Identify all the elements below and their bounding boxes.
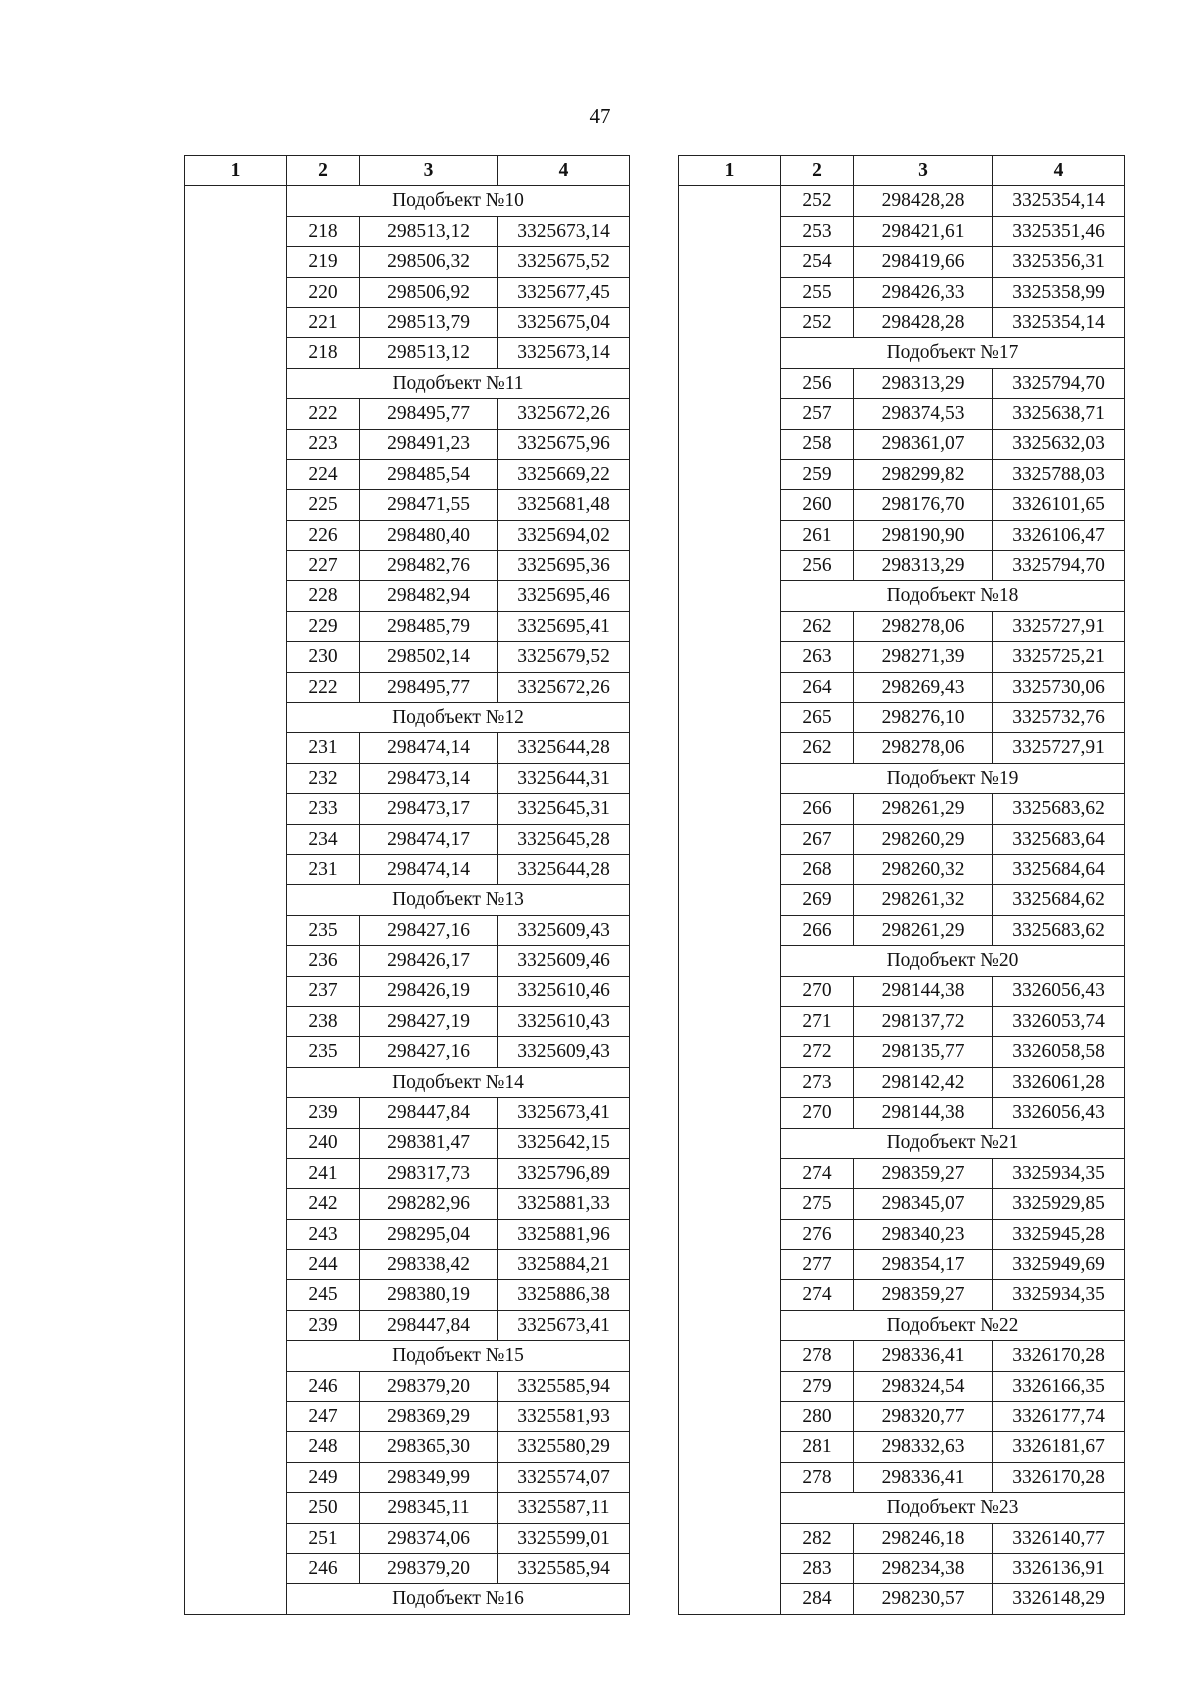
point-number: 246 — [287, 1553, 360, 1583]
coord-y: 3325684,62 — [993, 885, 1125, 915]
coord-x: 298471,55 — [360, 490, 498, 520]
coord-x: 298427,19 — [360, 1006, 498, 1036]
point-number: 283 — [781, 1553, 854, 1583]
point-number: 278 — [781, 1341, 854, 1371]
point-number: 253 — [781, 216, 854, 246]
subobject-label: Подобъект №21 — [781, 1128, 1125, 1158]
coord-x: 298359,27 — [854, 1280, 993, 1310]
object-cell — [185, 186, 287, 1614]
point-number: 270 — [781, 976, 854, 1006]
coord-y: 3325642,15 — [498, 1128, 630, 1158]
coord-x: 298381,47 — [360, 1128, 498, 1158]
coord-y: 3325794,70 — [993, 368, 1125, 398]
subobject-label: Подобъект №22 — [781, 1310, 1125, 1340]
coord-x: 298482,76 — [360, 551, 498, 581]
coord-y: 3325886,38 — [498, 1280, 630, 1310]
coord-y: 3325683,64 — [993, 824, 1125, 854]
header-row — [185, 156, 630, 186]
point-number: 231 — [287, 854, 360, 884]
coord-x: 298513,79 — [360, 307, 498, 337]
coord-y: 3325929,85 — [993, 1189, 1125, 1219]
coord-x: 298379,20 — [360, 1553, 498, 1583]
point-number: 236 — [287, 946, 360, 976]
coord-y: 3325610,43 — [498, 1006, 630, 1036]
coord-y: 3325354,14 — [993, 186, 1125, 216]
point-number: 232 — [287, 763, 360, 793]
coord-y: 3325673,41 — [498, 1310, 630, 1340]
coord-x: 298426,17 — [360, 946, 498, 976]
coord-x: 298419,66 — [854, 247, 993, 277]
point-number: 218 — [287, 216, 360, 246]
coord-x: 298336,41 — [854, 1462, 993, 1492]
subobject-label: Подобъект №23 — [781, 1493, 1125, 1523]
coord-y: 3325934,35 — [993, 1158, 1125, 1188]
coord-x: 298495,77 — [360, 672, 498, 702]
subobject-label: Подобъект №14 — [287, 1067, 630, 1097]
object-cell — [679, 186, 781, 1614]
point-number: 257 — [781, 399, 854, 429]
point-number: 248 — [287, 1432, 360, 1462]
coord-y: 3326056,43 — [993, 1098, 1125, 1128]
coord-x: 298428,28 — [854, 307, 993, 337]
coord-x: 298278,06 — [854, 733, 993, 763]
point-number: 256 — [781, 368, 854, 398]
point-number: 262 — [781, 733, 854, 763]
coord-y: 3325732,76 — [993, 703, 1125, 733]
coord-x: 298380,19 — [360, 1280, 498, 1310]
coord-x: 298427,16 — [360, 915, 498, 945]
coord-x: 298428,28 — [854, 186, 993, 216]
subobject-label: Подобъект №17 — [781, 338, 1125, 368]
coord-y: 3325638,71 — [993, 399, 1125, 429]
coord-y: 3325672,26 — [498, 672, 630, 702]
point-number: 268 — [781, 854, 854, 884]
point-number: 240 — [287, 1128, 360, 1158]
header-col-3: 3 — [360, 156, 498, 186]
point-number: 277 — [781, 1250, 854, 1280]
coord-y: 3325632,03 — [993, 429, 1125, 459]
point-number: 281 — [781, 1432, 854, 1462]
coord-y: 3326101,65 — [993, 490, 1125, 520]
coord-y: 3325356,31 — [993, 247, 1125, 277]
point-number: 276 — [781, 1219, 854, 1249]
point-number: 243 — [287, 1219, 360, 1249]
coord-x: 298502,14 — [360, 642, 498, 672]
table-row — [679, 186, 1125, 216]
coord-x: 298421,61 — [854, 216, 993, 246]
coord-y: 3325609,43 — [498, 1037, 630, 1067]
coord-x: 298260,29 — [854, 824, 993, 854]
coord-x: 298374,53 — [854, 399, 993, 429]
coord-y: 3325675,96 — [498, 429, 630, 459]
subobject-label: Подобъект №15 — [287, 1341, 630, 1371]
coord-x: 298230,57 — [854, 1584, 993, 1614]
coord-x: 298485,79 — [360, 611, 498, 641]
coord-x: 298144,38 — [854, 1098, 993, 1128]
coord-x: 298142,42 — [854, 1067, 993, 1097]
coord-y: 3325695,36 — [498, 551, 630, 581]
header-row — [679, 156, 1125, 186]
coord-y: 3325645,28 — [498, 824, 630, 854]
header-col-1: 1 — [679, 156, 781, 186]
coord-y: 3325945,28 — [993, 1219, 1125, 1249]
point-number: 225 — [287, 490, 360, 520]
coord-x: 298361,07 — [854, 429, 993, 459]
point-number: 251 — [287, 1523, 360, 1553]
coord-y: 3325609,43 — [498, 915, 630, 945]
point-number: 279 — [781, 1371, 854, 1401]
point-number: 250 — [287, 1493, 360, 1523]
coord-y: 3325673,14 — [498, 338, 630, 368]
coord-y: 3326140,77 — [993, 1523, 1125, 1553]
coord-x: 298447,84 — [360, 1310, 498, 1340]
point-number: 229 — [287, 611, 360, 641]
subobject-label: Подобъект №11 — [287, 368, 630, 398]
subobject-label: Подобъект №16 — [287, 1584, 630, 1614]
coord-y: 3325645,31 — [498, 794, 630, 824]
point-number: 282 — [781, 1523, 854, 1553]
coord-y: 3326106,47 — [993, 520, 1125, 550]
point-number: 228 — [287, 581, 360, 611]
point-number: 231 — [287, 733, 360, 763]
point-number: 247 — [287, 1402, 360, 1432]
point-number: 218 — [287, 338, 360, 368]
coord-y: 3325949,69 — [993, 1250, 1125, 1280]
point-number: 259 — [781, 459, 854, 489]
point-number: 269 — [781, 885, 854, 915]
coord-y: 3325679,52 — [498, 642, 630, 672]
coord-y: 3325881,33 — [498, 1189, 630, 1219]
coord-x: 298340,23 — [854, 1219, 993, 1249]
point-number: 278 — [781, 1462, 854, 1492]
point-number: 264 — [781, 672, 854, 702]
coord-x: 298234,38 — [854, 1553, 993, 1583]
coord-y: 3325644,28 — [498, 854, 630, 884]
point-number: 263 — [781, 642, 854, 672]
coord-y: 3325669,22 — [498, 459, 630, 489]
coord-y: 3326170,28 — [993, 1462, 1125, 1492]
coord-y: 3326181,67 — [993, 1432, 1125, 1462]
coord-x: 298261,29 — [854, 794, 993, 824]
header-col-2: 2 — [287, 156, 360, 186]
point-number: 223 — [287, 429, 360, 459]
coord-y: 3325884,21 — [498, 1250, 630, 1280]
coord-y: 3325683,62 — [993, 915, 1125, 945]
coord-x: 298260,32 — [854, 854, 993, 884]
coord-y: 3325695,46 — [498, 581, 630, 611]
coord-x: 298345,11 — [360, 1493, 498, 1523]
coord-y: 3325673,41 — [498, 1098, 630, 1128]
coord-x: 298513,12 — [360, 216, 498, 246]
coord-y: 3325727,91 — [993, 611, 1125, 641]
coord-y: 3325681,48 — [498, 490, 630, 520]
coord-x: 298474,17 — [360, 824, 498, 854]
point-number: 270 — [781, 1098, 854, 1128]
point-number: 262 — [781, 611, 854, 641]
coord-x: 298271,39 — [854, 642, 993, 672]
coord-x: 298269,43 — [854, 672, 993, 702]
coord-x: 298474,14 — [360, 733, 498, 763]
point-number: 266 — [781, 915, 854, 945]
coord-y: 3326056,43 — [993, 976, 1125, 1006]
point-number: 238 — [287, 1006, 360, 1036]
coord-x: 298427,16 — [360, 1037, 498, 1067]
coord-x: 298282,96 — [360, 1189, 498, 1219]
point-number: 272 — [781, 1037, 854, 1067]
coord-x: 298369,29 — [360, 1402, 498, 1432]
coord-x: 298299,82 — [854, 459, 993, 489]
coord-y: 3325599,01 — [498, 1523, 630, 1553]
coord-y: 3325683,62 — [993, 794, 1125, 824]
point-number: 235 — [287, 1037, 360, 1067]
coord-y: 3325587,11 — [498, 1493, 630, 1523]
coord-x: 298473,14 — [360, 763, 498, 793]
point-number: 239 — [287, 1310, 360, 1340]
coord-x: 298374,06 — [360, 1523, 498, 1553]
header-col-3: 3 — [854, 156, 993, 186]
point-number: 222 — [287, 399, 360, 429]
subobject-label: Подобъект №10 — [287, 186, 630, 216]
point-number: 219 — [287, 247, 360, 277]
coord-x: 298506,92 — [360, 277, 498, 307]
coord-y: 3326053,74 — [993, 1006, 1125, 1036]
point-number: 230 — [287, 642, 360, 672]
coord-y: 3325580,29 — [498, 1432, 630, 1462]
coord-y: 3326166,35 — [993, 1371, 1125, 1401]
header-col-1: 1 — [185, 156, 287, 186]
point-number: 284 — [781, 1584, 854, 1614]
point-number: 244 — [287, 1250, 360, 1280]
coord-y: 3326136,91 — [993, 1553, 1125, 1583]
coord-x: 298135,77 — [854, 1037, 993, 1067]
coord-x: 298320,77 — [854, 1402, 993, 1432]
point-number: 249 — [287, 1462, 360, 1492]
subobject-label: Подобъект №20 — [781, 946, 1125, 976]
coord-y: 3325694,02 — [498, 520, 630, 550]
point-number: 235 — [287, 915, 360, 945]
coord-x: 298447,84 — [360, 1098, 498, 1128]
header-col-4: 4 — [498, 156, 630, 186]
point-number: 267 — [781, 824, 854, 854]
coord-x: 298354,17 — [854, 1250, 993, 1280]
coord-y: 3326170,28 — [993, 1341, 1125, 1371]
coord-x: 298324,54 — [854, 1371, 993, 1401]
coord-x: 298317,73 — [360, 1158, 498, 1188]
point-number: 242 — [287, 1189, 360, 1219]
coord-x: 298261,32 — [854, 885, 993, 915]
coord-y: 3325677,45 — [498, 277, 630, 307]
point-number: 265 — [781, 703, 854, 733]
point-number: 220 — [287, 277, 360, 307]
coord-x: 298336,41 — [854, 1341, 993, 1371]
coord-x: 298426,19 — [360, 976, 498, 1006]
point-number: 254 — [781, 247, 854, 277]
coord-x: 298485,54 — [360, 459, 498, 489]
coord-y: 3325644,31 — [498, 763, 630, 793]
point-number: 246 — [287, 1371, 360, 1401]
point-number: 256 — [781, 551, 854, 581]
coord-x: 298338,42 — [360, 1250, 498, 1280]
coord-x: 298190,90 — [854, 520, 993, 550]
coord-y: 3325794,70 — [993, 551, 1125, 581]
coord-x: 298365,30 — [360, 1432, 498, 1462]
header-col-4: 4 — [993, 156, 1125, 186]
point-number: 237 — [287, 976, 360, 1006]
subobject-label: Подобъект №12 — [287, 703, 630, 733]
point-number: 252 — [781, 307, 854, 337]
coord-y: 3325354,14 — [993, 307, 1125, 337]
point-number: 275 — [781, 1189, 854, 1219]
subobject-row — [185, 186, 630, 216]
coord-y: 3325881,96 — [498, 1219, 630, 1249]
coord-x: 298513,12 — [360, 338, 498, 368]
point-number: 271 — [781, 1006, 854, 1036]
coord-x: 298506,32 — [360, 247, 498, 277]
subobject-label: Подобъект №13 — [287, 885, 630, 915]
coord-x: 298474,14 — [360, 854, 498, 884]
coord-x: 298276,10 — [854, 703, 993, 733]
coord-y: 3325672,26 — [498, 399, 630, 429]
coord-y: 3325695,41 — [498, 611, 630, 641]
coord-y: 3326058,58 — [993, 1037, 1125, 1067]
coord-x: 298482,94 — [360, 581, 498, 611]
coord-y: 3325581,93 — [498, 1402, 630, 1432]
coord-x: 298491,23 — [360, 429, 498, 459]
point-number: 280 — [781, 1402, 854, 1432]
coord-x: 298313,29 — [854, 368, 993, 398]
point-number: 258 — [781, 429, 854, 459]
coord-y: 3326177,74 — [993, 1402, 1125, 1432]
coord-y: 3325644,28 — [498, 733, 630, 763]
coord-x: 298246,18 — [854, 1523, 993, 1553]
coord-x: 298473,17 — [360, 794, 498, 824]
coord-y: 3326148,29 — [993, 1584, 1125, 1614]
point-number: 252 — [781, 186, 854, 216]
coord-x: 298426,33 — [854, 277, 993, 307]
point-number: 224 — [287, 459, 360, 489]
subobject-label: Подобъект №18 — [781, 581, 1125, 611]
point-number: 233 — [287, 794, 360, 824]
coord-x: 298137,72 — [854, 1006, 993, 1036]
coord-x: 298349,99 — [360, 1462, 498, 1492]
coord-x: 298261,29 — [854, 915, 993, 945]
coordinates-table-right — [678, 155, 1125, 1615]
coord-x: 298332,63 — [854, 1432, 993, 1462]
page-number: 47 — [589, 104, 611, 128]
coord-y: 3325675,52 — [498, 247, 630, 277]
point-number: 234 — [287, 824, 360, 854]
point-number: 245 — [287, 1280, 360, 1310]
point-number: 255 — [781, 277, 854, 307]
coord-y: 3325609,46 — [498, 946, 630, 976]
coord-y: 3325675,04 — [498, 307, 630, 337]
header-col-2: 2 — [781, 156, 854, 186]
point-number: 274 — [781, 1280, 854, 1310]
coord-y: 3325585,94 — [498, 1553, 630, 1583]
coord-y: 3325358,99 — [993, 277, 1125, 307]
coord-y: 3325585,94 — [498, 1371, 630, 1401]
point-number: 221 — [287, 307, 360, 337]
coord-y: 3325727,91 — [993, 733, 1125, 763]
coord-y: 3325934,35 — [993, 1280, 1125, 1310]
coord-x: 298295,04 — [360, 1219, 498, 1249]
coord-y: 3325788,03 — [993, 459, 1125, 489]
coord-x: 298480,40 — [360, 520, 498, 550]
point-number: 239 — [287, 1098, 360, 1128]
coord-y: 3325730,06 — [993, 672, 1125, 702]
point-number: 227 — [287, 551, 360, 581]
point-number: 222 — [287, 672, 360, 702]
coord-y: 3325673,14 — [498, 216, 630, 246]
coord-x: 298313,29 — [854, 551, 993, 581]
coord-y: 3325725,21 — [993, 642, 1125, 672]
coord-y: 3325574,07 — [498, 1462, 630, 1492]
coord-y: 3325796,89 — [498, 1158, 630, 1188]
point-number: 273 — [781, 1067, 854, 1097]
coord-y: 3325684,64 — [993, 854, 1125, 884]
coord-y: 3325610,46 — [498, 976, 630, 1006]
point-number: 274 — [781, 1158, 854, 1188]
coord-x: 298359,27 — [854, 1158, 993, 1188]
coord-x: 298176,70 — [854, 490, 993, 520]
coord-x: 298345,07 — [854, 1189, 993, 1219]
point-number: 226 — [287, 520, 360, 550]
coord-x: 298278,06 — [854, 611, 993, 641]
point-number: 261 — [781, 520, 854, 550]
coord-x: 298379,20 — [360, 1371, 498, 1401]
subobject-label: Подобъект №19 — [781, 763, 1125, 793]
coordinates-table-left — [184, 155, 630, 1615]
point-number: 266 — [781, 794, 854, 824]
point-number: 260 — [781, 490, 854, 520]
coord-y: 3326061,28 — [993, 1067, 1125, 1097]
coord-y: 3325351,46 — [993, 216, 1125, 246]
point-number: 241 — [287, 1158, 360, 1188]
coord-x: 298144,38 — [854, 976, 993, 1006]
coord-x: 298495,77 — [360, 399, 498, 429]
